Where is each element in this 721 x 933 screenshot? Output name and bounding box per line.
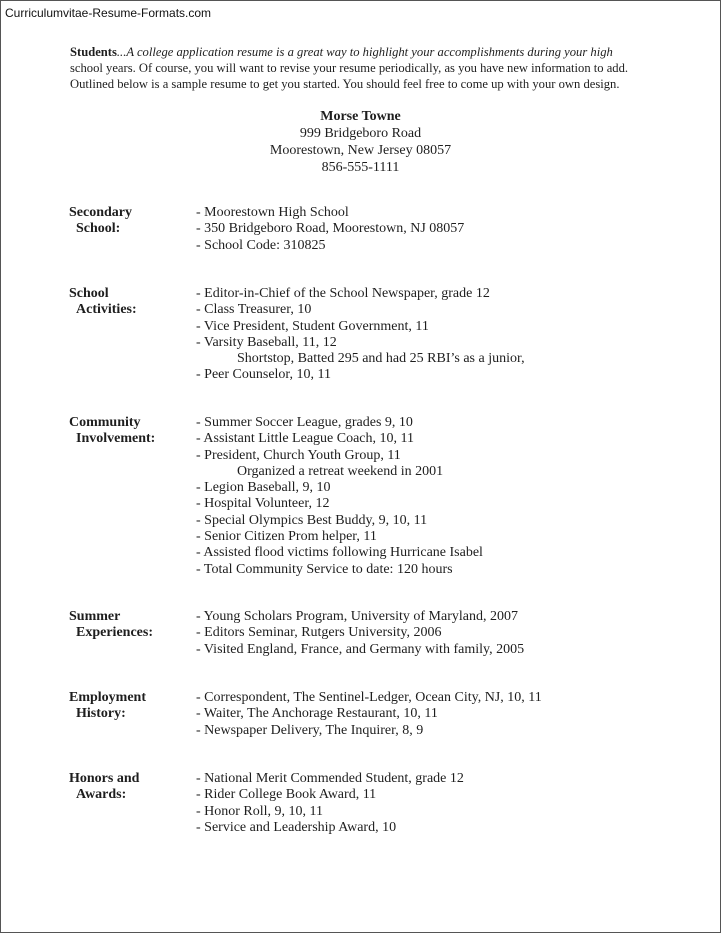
section-label [69,771,139,804]
list-item: - Service and Leadership Award, 10 [196,819,397,835]
intro-lead: Students [70,45,117,59]
section-label [69,415,155,448]
list-item: - Newspaper Delivery, The Inquirer, 8, 9 [196,722,424,738]
section-label-line-2: School: [76,221,121,237]
list-item: - Special Olympics Best Buddy, 9, 10, 11 [196,512,428,528]
address-street: 999 Bridgeboro Road [299,126,422,141]
contact-header [0,108,721,176]
intro-line-2: school years. Of course, you will want to revise your resume periodically, as you have new information to add. [70,61,629,75]
intro-line-3: Outlined below is a sample resume to get you started. You should feel free to come up with your own design. [70,77,620,91]
list-item: - Young Scholars Program, University of Maryland, 2007 [196,609,518,624]
intro-paragraph [70,44,670,92]
section-label [69,286,137,319]
list-item: - Vice President, Student Government, 11 [196,318,429,334]
section-label-line-1: Employment [69,690,146,705]
section-label-line-1: Secondary [69,205,132,220]
section-label-line-2: History: [76,706,126,722]
list-item: - Visited England, France, and Germany with family, 2005 [196,641,525,657]
section-label [69,609,153,642]
list-item: - 350 Bridgeboro Road, Moorestown, NJ 08057 [196,221,465,237]
list-item: - Rider College Book Award, 11 [196,787,377,803]
intro-line-1 [70,44,670,60]
section-label-line-1: School [69,286,109,301]
intro-lead-italic: ...A college application resume is a great way to highlight your accomplishments during your high [116,45,613,59]
section-items [196,609,524,658]
list-item: - Varsity Baseball, 11, 12 [196,334,337,350]
list-item: - Senior Citizen Prom helper, 11 [196,529,377,545]
phone-number: 856-555-1111 [321,160,400,175]
section-items [196,415,483,578]
address-city: Moorestown, New Jersey 08057 [269,143,452,158]
list-item: - Editor-in-Chief of the School Newspaper, grade 12 [196,286,490,301]
section-label [69,690,146,723]
list-item: - Legion Baseball, 9, 10 [196,480,331,496]
list-sub-item: Organized a retreat weekend in 2001 [237,463,444,479]
section-label-line-2: Experiences: [76,625,153,641]
list-item: - Assistant Little League Coach, 10, 11 [196,431,414,447]
list-item: - Waiter, The Anchorage Restaurant, 10, 11 [196,706,438,722]
section-items [196,286,525,384]
applicant-name: Morse Towne [320,109,401,124]
list-item: - Summer Soccer League, grades 9, 10 [196,415,413,430]
section-items [196,771,464,836]
watermark: Curriculumvitae-Resume-Formats.com [5,6,212,20]
list-item: - Total Community Service to date: 120 hours [196,561,453,577]
list-sub-item: Shortstop, Batted 295 and had 25 RBI’s as a junior, [237,351,525,367]
list-item: - Hospital Volunteer, 12 [196,496,330,512]
section-items [196,690,542,739]
section-label-line-1: Summer [69,609,121,624]
list-item: - Peer Counselor, 10, 11 [196,367,332,383]
list-item: - President, Church Youth Group, 11 [196,447,401,463]
list-item: - Assisted flood victims following Hurricane Isabel [196,545,483,561]
list-item: - Class Treasurer, 10 [196,302,312,318]
list-item: - Correspondent, The Sentinel-Ledger, Ocean City, NJ, 10, 11 [196,690,542,705]
section-label-line-2: Activities: [76,302,137,318]
section-label-line-2: Awards: [76,787,127,803]
list-item: - Moorestown High School [196,205,349,220]
list-item: - Editors Seminar, Rutgers University, 2006 [196,625,442,641]
list-item: - School Code: 310825 [196,237,326,253]
section-items [196,205,464,254]
section-label-line-1: Community [69,415,141,430]
section-label-line-1: Honors and [69,771,140,786]
list-item: - National Merit Commended Student, grade 12 [196,771,464,786]
section-label [69,205,132,238]
section-label-line-2: Involvement: [76,431,156,447]
list-item: - Honor Roll, 9, 10, 11 [196,803,324,819]
